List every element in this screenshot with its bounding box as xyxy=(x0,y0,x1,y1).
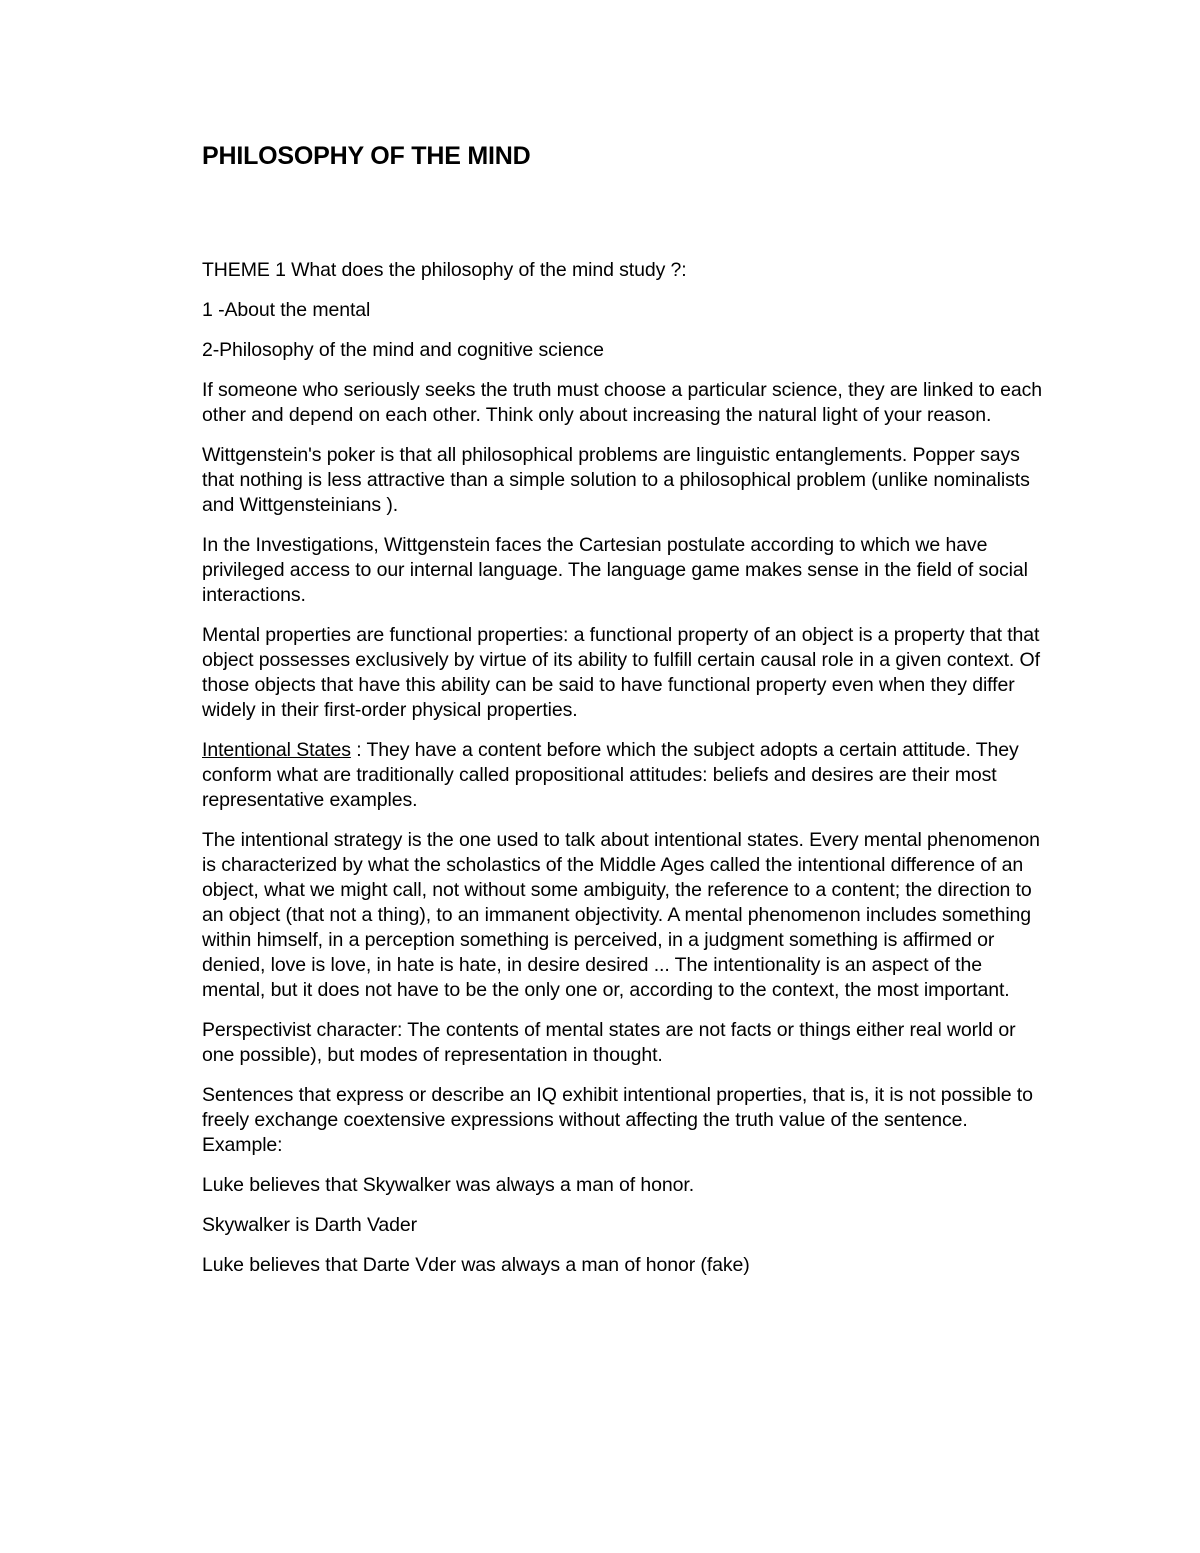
paragraph-mental-properties: Mental properties are functional properties: a functional property of an object is a property that that object possesses exclusively by virtue of its ability to fulfill certain causal role in a given context. Of those objects that have this ability can be said to have functional property even when they differ widely in their first-order physical properties. xyxy=(202,624,1040,721)
example-line-1: Luke believes that Skywalker was always a man of honor. xyxy=(202,1174,695,1196)
paragraph-perspectivist: Perspectivist character: The contents of mental states are not facts or things either real world or one possible), but modes of representation in thought. xyxy=(202,1019,1016,1066)
example-line-3: Luke believes that Darte Vder was always a man of honor (fake) xyxy=(202,1254,750,1276)
paragraph-truth: If someone who seriously seeks the truth must choose a particular science, they are linked to each other and depend on each other. Think only about increasing the natural light of your reason. xyxy=(202,379,1042,426)
example-line-2: Skywalker is Darth Vader xyxy=(202,1214,418,1236)
paragraph-intentional-strategy: The intentional strategy is the one used to talk about intentional states. Every mental phenomenon is characterized by what the scholastics of the Middle Ages called the intentional difference of an object, what we might call, not without some ambiguity, the reference to a content; the direction to an object (that not a thing), to an immanent objectivity. A mental phenomenon includes something within himself, in a perception something is perceived, in a judgment something is affirmed or denied, love is love, in hate is hate, in desire desired ... The intentionality is an aspect of the mental, but it does not have to be the only one or, according to the context, the most important. xyxy=(202,829,1040,1001)
paragraph-sentences: Sentences that express or describe an IQ exhibit intentional properties, that is, it is not possible to freely exchange coextensive expressions without affecting the truth value of the sentence. Example: xyxy=(202,1084,1033,1156)
document-body xyxy=(202,140,1042,1293)
paragraph-investigations: In the Investigations, Wittgenstein faces the Cartesian postulate according to which we have privileged access to our internal language. The language game makes sense in the field of social interactions. xyxy=(202,534,1028,606)
intentional-states-term: Intentional States xyxy=(202,739,351,761)
list-item-about-mental: 1 -About the mental xyxy=(202,299,371,321)
paragraph-intentional-states xyxy=(202,738,1042,813)
list-item-cognitive-science: 2-Philosophy of the mind and cognitive science xyxy=(202,339,604,361)
theme-heading: THEME 1 What does the philosophy of the mind study ?: xyxy=(202,259,687,281)
document-title: PHILOSOPHY OF THE MIND xyxy=(202,142,531,170)
paragraph-wittgenstein-poker: Wittgenstein's poker is that all philosophical problems are linguistic entanglements. Popper says that nothing is less attractive than a simple solution to a philosophical problem (unlike nominalists and Wittgensteinians ). xyxy=(202,444,1030,516)
intentional-states-definition: : They have a content before which the subject adopts a certain attitude. They conform what are traditionally called propositional attitudes: beliefs and desires are their most representative examples. xyxy=(202,739,1019,811)
